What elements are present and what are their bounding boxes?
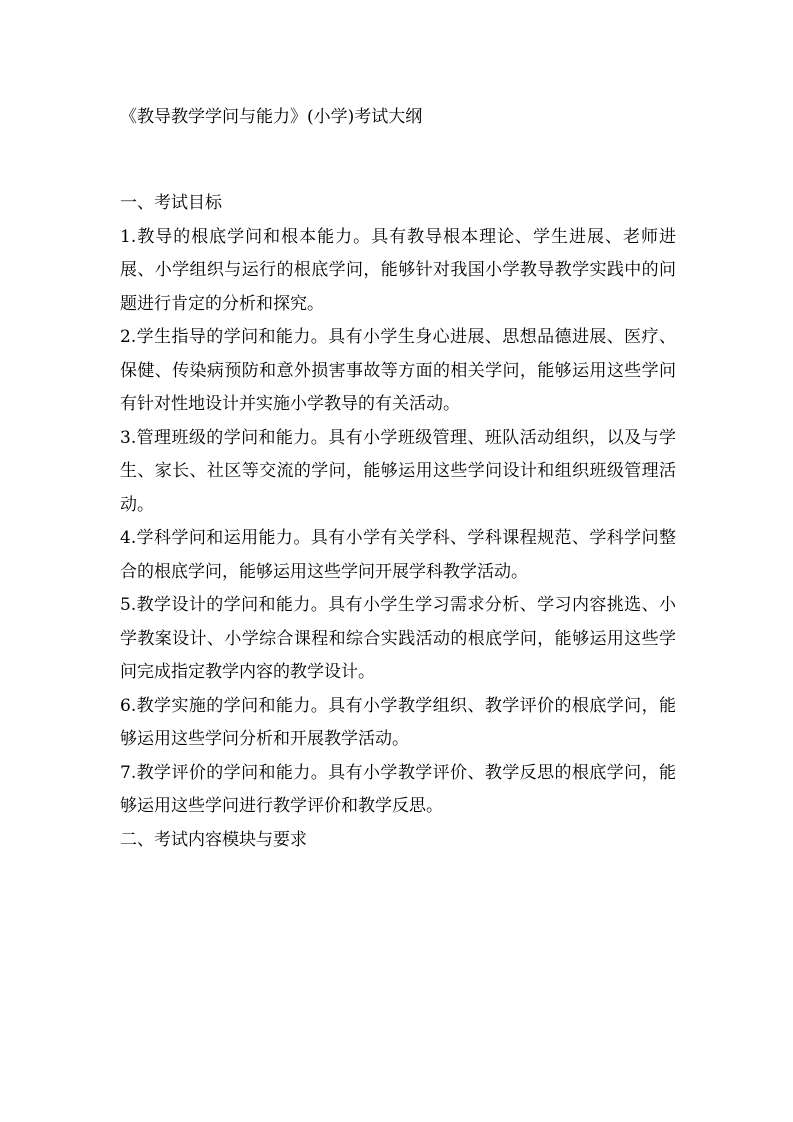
paragraph-objective-6: 6.教学实施的学问和能力。具有小学教学组织、教学评价的根底学问，能够运用这些学问分析和开展教学活动。 bbox=[120, 695, 676, 749]
paragraph-objective-1: 1.教导的根底学问和根本能力。具有教导根本理论、学生进展、老师进展、小学组织与运行的根底学问，能够针对我国小学教导教学实践中的问题进行肯定的分析和探究。 bbox=[120, 226, 676, 314]
paragraph-objective-2: 2.学生指导的学问和能力。具有小学生身心进展、思想品德进展、医疗、保健、传染病预防和意外损害事故等方面的相关学问，能够运用这些学问有针对性地设计并实施小学教导的有关活动。 bbox=[120, 327, 676, 414]
paragraph-objective-5: 5.教学设计的学问和能力。具有小学生学习需求分析、学习内容挑选、小学教案设计、小学综合课程和综合实践活动的根底学问，能够运用这些学问完成指定教学内容的教学设计。 bbox=[120, 595, 676, 682]
paragraph-objective-3: 3.管理班级的学问和能力。具有小学班级管理、班队活动组织，以及与学生、家长、社区等交流的学问，能够运用这些学问设计和组织班级管理活动。 bbox=[120, 427, 676, 515]
section-heading-content-modules: 二、考试内容模块与要求 bbox=[120, 829, 307, 850]
paragraph-objective-4: 4.学科学问和运用能力。具有小学有关学科、学科课程规范、学科学问整合的根底学问，能够运用这些学问开展学科教学活动。 bbox=[120, 528, 676, 582]
document-title: 《教导教学学问与能力》(小学)考试大纲 bbox=[120, 107, 423, 127]
document-body bbox=[120, 187, 676, 857]
section-heading-exam-objectives: 一、考试目标 bbox=[120, 193, 222, 213]
paragraph-objective-7: 7.教学评价的学问和能力。具有小学教学评价、教学反思的根底学问，能够运用这些学问进行教学评价和教学反思。 bbox=[120, 762, 676, 816]
